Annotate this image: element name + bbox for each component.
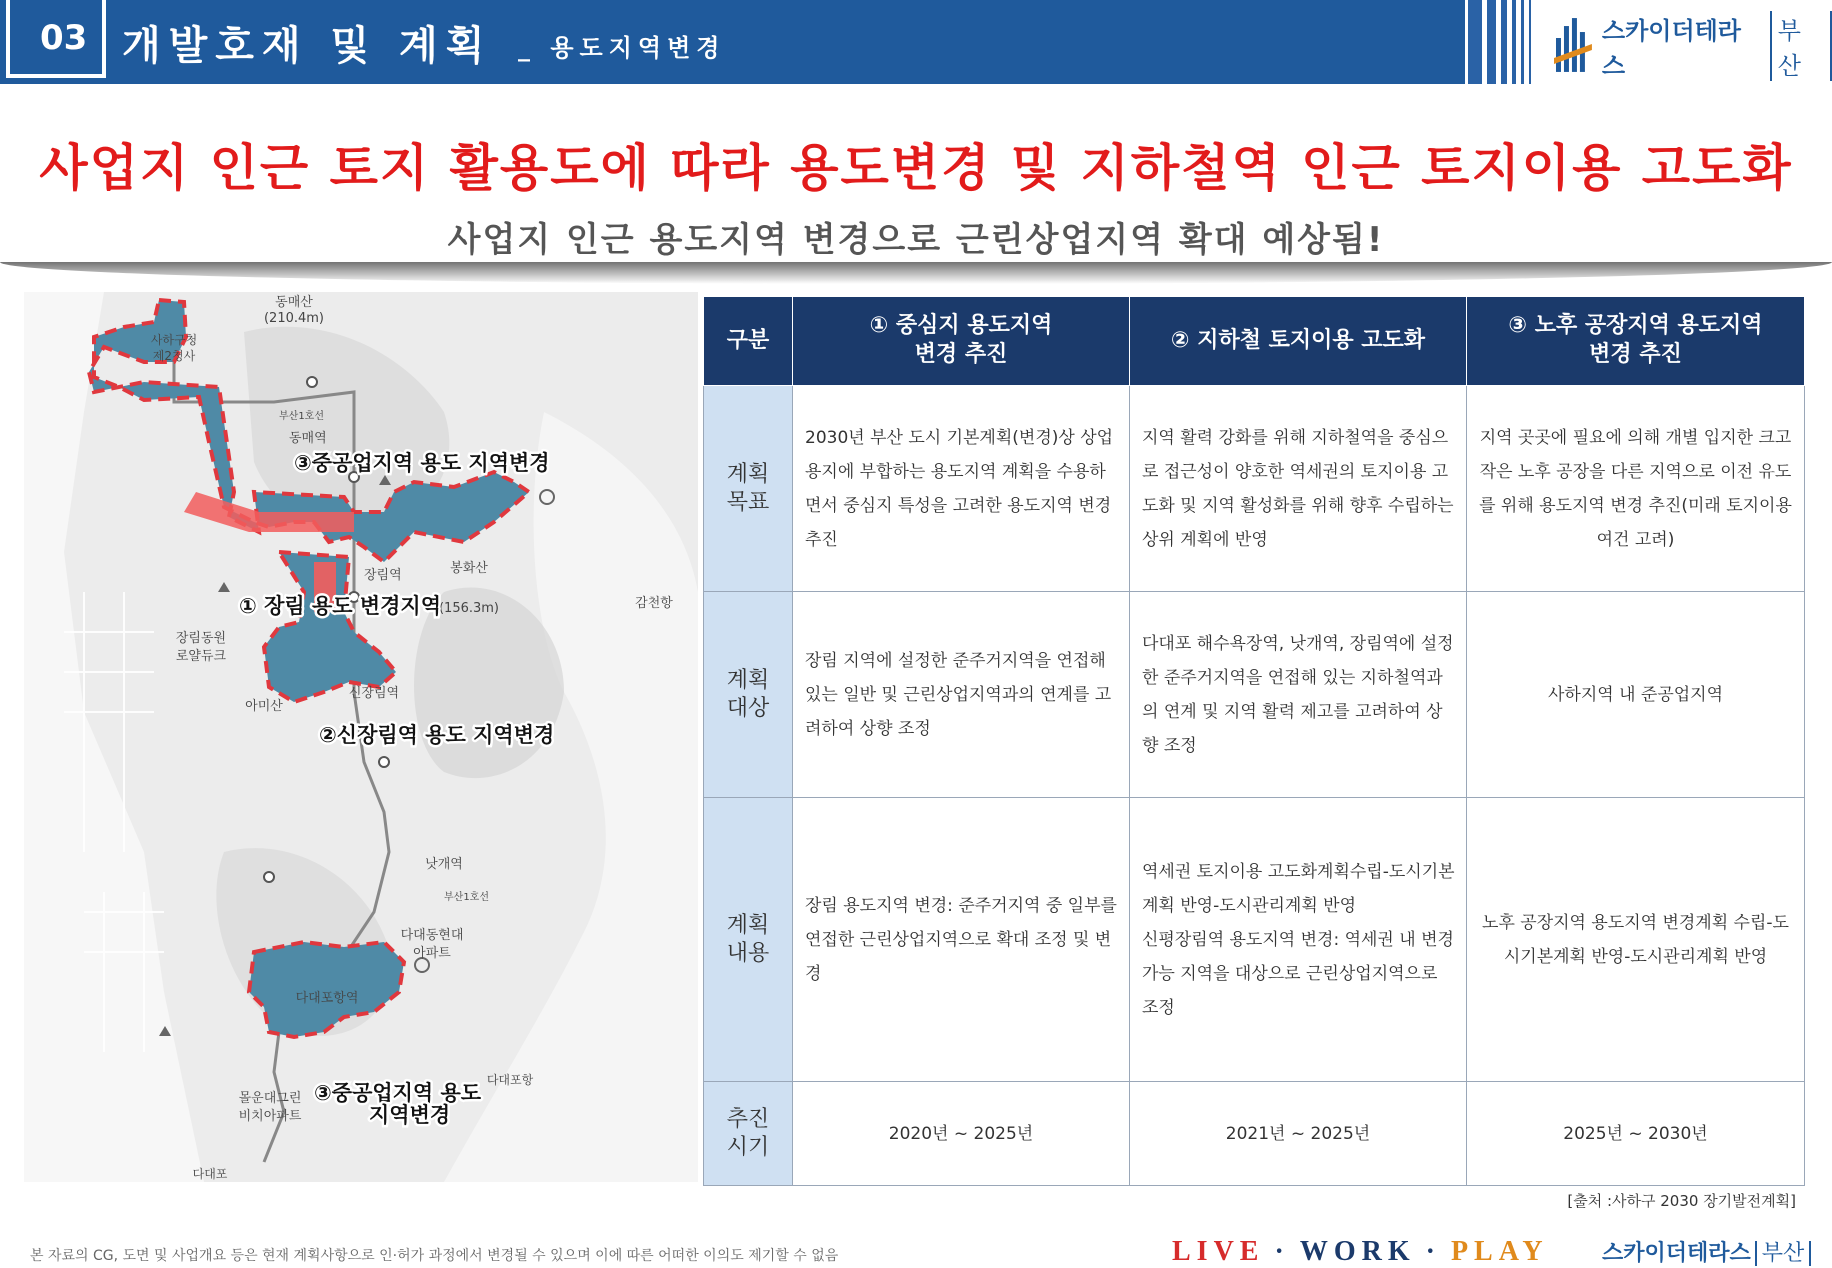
- plan-table: [703, 296, 1805, 1186]
- slogan-play: PLAY: [1450, 1236, 1549, 1267]
- label-royal-dukes: 로얄듀크: [175, 649, 227, 664]
- label-dadae-hyundai: 다대동현대: [400, 928, 464, 943]
- section-subtitle: _ 용도지역변경: [518, 34, 726, 62]
- section-number: 03: [40, 18, 88, 58]
- slogan-dot: ·: [1274, 1236, 1290, 1267]
- label-molundae: 몰운대그린: [238, 1091, 302, 1106]
- table-cell: 지역 곳곳에 필요에 의해 개별 입지한 크고 작은 노후 공장을 다른 지역으로 이전 유도를 위해 용도지역 변경 추진(미래 토지이용 여건 고려): [1467, 386, 1805, 592]
- label-apartment: 아파트: [413, 946, 451, 961]
- footer-brand-name: 스카이더테라스: [1602, 1241, 1751, 1266]
- zone3-south-label-2: 지역변경: [369, 1103, 451, 1127]
- header-category: 구분: [704, 297, 793, 386]
- zone1-label: ① 장림 용도 변경지역: [239, 594, 442, 618]
- label-dadaepo-port: 다대포항: [486, 1073, 534, 1087]
- header-col-1: ① 중심지 용도지역 변경 추진: [793, 297, 1130, 386]
- label-line1: 부산1호선: [279, 411, 325, 422]
- brand-logo-icon: [1552, 18, 1596, 74]
- zone2-label: ②신장림역 용도 지역변경: [319, 723, 555, 747]
- map-canvas: [24, 292, 698, 1182]
- slogan-dot: ·: [1425, 1236, 1441, 1267]
- label-nakkae-station: 낫개역: [425, 857, 463, 872]
- table-cell: 장림 용도지역 변경: 준주거지역 중 일부를 연접한 근린상업지역으로 확대 조정 및 변경: [793, 798, 1130, 1082]
- header-stripes: [1468, 0, 1531, 84]
- table-cell: 장림 지역에 설정한 준주거지역을 연접해 있는 일반 및 근린상업지역과의 연계를 고려하여 상향 조정: [793, 592, 1130, 798]
- table-cell: 노후 공장지역 용도지역 변경계획 수립-도시기본계획 반영-도시관리계획 반영: [1467, 798, 1805, 1082]
- table-cell: 지역 활력 강화를 위해 지하철역을 중심으로 접근성이 양호한 역세권의 토지이용 고도화 및 지역 활성화를 위해 향후 수립하는 상위 계획에 반영: [1130, 386, 1467, 592]
- table-cell: 2021년 ~ 2025년: [1130, 1082, 1467, 1186]
- table-cell: 역세권 토지이용 고도화계획수립-도시기본계획 반영-도시관리계획 반영 신평장림역 용도지역 변경: 역세권 내 변경가능 지역을 대상으로 근린상업지역으로 조정: [1130, 798, 1467, 1082]
- label-jangnim-station: 장림역: [364, 568, 402, 583]
- table-row-goal: [704, 386, 1805, 592]
- divider-shadow: [0, 262, 1832, 284]
- table-cell: 2020년 ~ 2025년: [793, 1082, 1130, 1186]
- table-row-period: [704, 1082, 1805, 1186]
- brand-name: 스카이더테라스: [1601, 17, 1741, 80]
- row-label: 추진 시기: [704, 1082, 793, 1186]
- footer-brand: [1602, 1236, 1811, 1267]
- label-gamcheon: 감천항: [635, 596, 673, 611]
- footer-brand-city: 부산: [1755, 1241, 1812, 1266]
- section-title: 개발호재 및 계획: [122, 23, 493, 69]
- subheadline: 사업지 인근 용도지역 변경으로 근린상업지역 확대 예상됨!: [447, 220, 1385, 260]
- label-saha-office: 사하구청: [150, 333, 198, 347]
- disclaimer: 본 자료의 CG, 도면 및 사업개요 등은 현재 계획사항으로 인·허가 과정에서 변경될 수 있으며 이에 따른 어떠한 이의도 제기할 수 없음: [30, 1248, 839, 1264]
- label-amisan: 아미산: [245, 699, 283, 714]
- table-source: [출처 :사하구 2030 장기발전계획]: [1567, 1192, 1796, 1210]
- slogan-live: LIVE: [1172, 1236, 1265, 1267]
- label-beach-apt: 비치아파트: [238, 1109, 302, 1124]
- label-bonghwasan: 봉화산: [450, 561, 488, 576]
- label-dongmae-station: 동매역: [289, 431, 327, 446]
- label-jeil: 제2청사: [152, 349, 196, 363]
- header-col-2: ② 지하철 토지이용 고도화: [1130, 297, 1467, 386]
- brand-city: 부산: [1770, 11, 1832, 81]
- table-row-content: [704, 798, 1805, 1082]
- table-row-target: [704, 592, 1805, 798]
- row-label: 계획 목표: [704, 386, 793, 592]
- label-jangnim-dongwon: 장림동원: [175, 631, 227, 646]
- table-header-row: [704, 297, 1805, 386]
- label-dongmaesan: 동매산: [275, 295, 313, 310]
- zoning-map: [24, 292, 698, 1182]
- slogan-work: WORK: [1299, 1236, 1416, 1267]
- live-work-play-slogan: [1172, 1236, 1549, 1268]
- row-label: 계획 대상: [704, 592, 793, 798]
- headline: 사업지 인근 토지 활용도에 따라 용도변경 및 지하철역 인근 토지이용 고도화: [39, 139, 1793, 197]
- table-cell: 다대포 해수욕장역, 낫개역, 장림역에 설정한 준주거지역을 연접해 있는 지하철역과의 연계 및 지역 활력 제고를 고려하여 상향 조정: [1130, 592, 1467, 798]
- label-dongmaesan-height: (210.4m): [263, 311, 325, 326]
- table-cell: 사하지역 내 준공업지역: [1467, 592, 1805, 798]
- zone3-north-label: ③중공업지역 용도 지역변경: [294, 451, 550, 475]
- label-bonghwasan-height: (156.3m): [438, 601, 500, 616]
- label-dadaepo: 다대포: [192, 1167, 228, 1181]
- header-bar: [0, 0, 1465, 84]
- zone3-south-label-1: ③중공업지역 용도: [314, 1081, 482, 1105]
- label-dadaepo-port-station: 다대포항역: [295, 991, 359, 1006]
- table-cell: 2025년 ~ 2030년: [1467, 1082, 1805, 1186]
- row-label: 계획 내용: [704, 798, 793, 1082]
- label-sinjangnim-station: 신장림역: [348, 686, 400, 701]
- table-cell: 2030년 부산 도시 기본계획(변경)상 상업 용지에 부합하는 용도지역 계획을 수용하면서 중심지 특성을 고려한 용도지역 변경 추진: [793, 386, 1130, 592]
- label-line1-south: 부산1호선: [444, 892, 490, 903]
- header-col-3: ③ 노후 공장지역 용도지역 변경 추진: [1467, 297, 1805, 386]
- header-brand: [1552, 17, 1832, 80]
